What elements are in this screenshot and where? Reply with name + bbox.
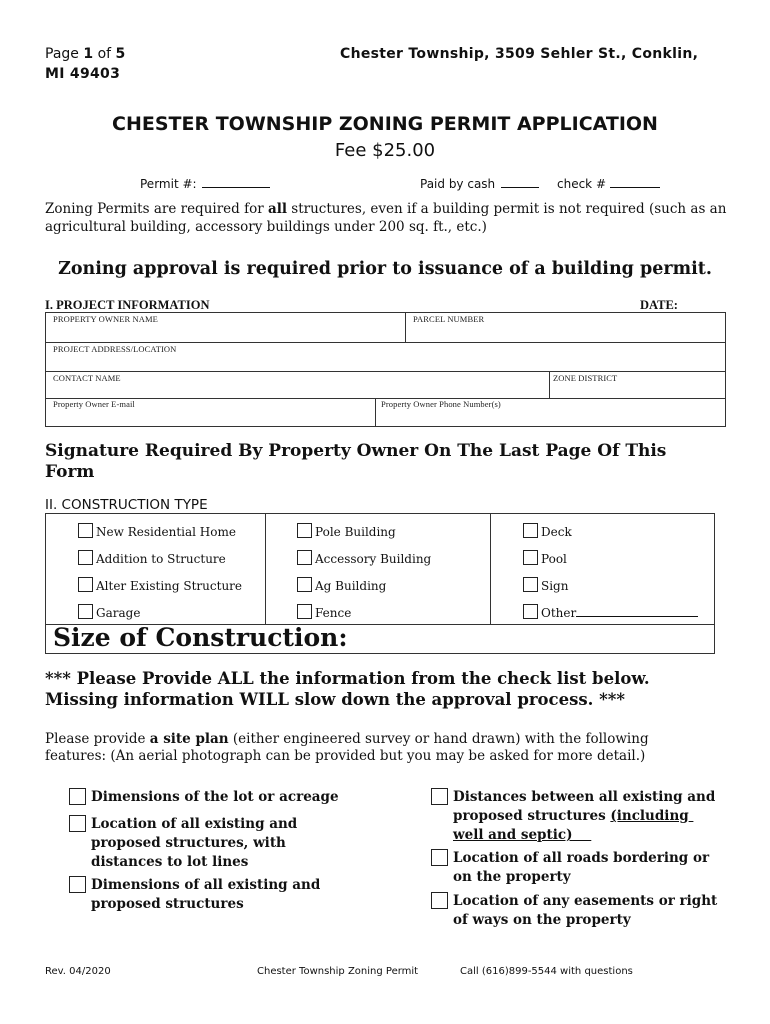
page-title: CHESTER TOWNSHIP ZONING PERMIT APPLICATION xyxy=(112,113,658,135)
sign-checkbox[interactable] xyxy=(523,577,538,592)
option-deck[interactable] xyxy=(523,523,572,539)
addition-to-structure-label: Addition to Structure xyxy=(96,552,226,566)
deck-label: Deck xyxy=(541,525,572,539)
option-garage[interactable] xyxy=(78,604,140,620)
intro-bold-word: all xyxy=(267,201,287,217)
structure-locations-checkbox[interactable] xyxy=(69,815,86,832)
parcel-number-field[interactable] xyxy=(406,313,725,342)
structure-dimensions-line1: Dimensions of all existing and xyxy=(91,877,321,893)
signature-notice xyxy=(45,441,666,483)
paid-cash-field xyxy=(420,175,539,191)
option-alter-existing-structure[interactable] xyxy=(78,577,242,593)
option-sign[interactable] xyxy=(523,577,568,593)
roads-bordering-line2: on the property xyxy=(453,869,571,885)
permit-number-field xyxy=(140,175,270,191)
alter-existing-structure-label: Alter Existing Structure xyxy=(96,579,243,593)
project-info-table xyxy=(45,312,726,427)
pool-label: Pool xyxy=(541,552,567,566)
lot-dimensions-checkbox[interactable] xyxy=(69,788,86,805)
construction-type-heading: II. CONSTRUCTION TYPE xyxy=(45,497,208,513)
accessory-building-label: Accessory Building xyxy=(315,552,432,566)
check-number-field xyxy=(557,175,660,191)
check-number-blank[interactable] xyxy=(610,175,660,188)
owner-phone-label: Property Owner Phone Number(s) xyxy=(381,399,501,409)
zone-district-label: ZONE DISTRICT xyxy=(553,373,618,383)
township-address-line1: Chester Township, 3509 Sehler St., Conklin, xyxy=(340,46,699,62)
permit-number-label: Permit #: xyxy=(140,177,197,191)
site-plan-text-2: (either engineered survey or hand drawn) with the following xyxy=(228,731,649,747)
zone-district-field[interactable] xyxy=(550,372,725,398)
garage-label: Garage xyxy=(96,606,141,620)
checklist-structure-dimensions[interactable] xyxy=(69,876,320,914)
site-plan-paragraph xyxy=(45,731,649,765)
owner-name-field[interactable] xyxy=(46,313,404,342)
other-label: Other xyxy=(541,606,577,620)
other-checkbox[interactable] xyxy=(523,604,538,619)
pool-checkbox[interactable] xyxy=(523,550,538,565)
option-ag-building[interactable] xyxy=(297,577,386,593)
construction-type-table xyxy=(45,513,715,654)
pole-building-label: Pole Building xyxy=(315,525,396,539)
checklist-notice-line1: *** Please Provide ALL the information from the check list below. xyxy=(45,669,650,688)
page-total: 5 xyxy=(115,46,126,62)
owner-email-field[interactable] xyxy=(46,399,374,426)
project-address-field[interactable] xyxy=(46,343,725,371)
paid-cash-blank[interactable] xyxy=(501,175,539,188)
roads-bordering-line1: Location of all roads bordering or xyxy=(453,850,710,866)
fence-label: Fence xyxy=(315,606,352,620)
checklist-distances-between[interactable] xyxy=(431,788,715,845)
site-plan-text-1: Please provide xyxy=(45,731,150,747)
option-addition-to-structure[interactable] xyxy=(78,550,226,566)
accessory-building-checkbox[interactable] xyxy=(297,550,312,565)
checklist-notice-line2: Missing information WILL slow down the approval process. *** xyxy=(45,690,626,709)
ag-building-label: Ag Building xyxy=(315,579,387,593)
distances-between-line2b: (including xyxy=(610,808,689,824)
pole-building-checkbox[interactable] xyxy=(297,523,312,538)
option-new-residential-home[interactable] xyxy=(78,523,236,539)
roads-bordering-checkbox[interactable] xyxy=(431,849,448,866)
ag-building-checkbox[interactable] xyxy=(297,577,312,592)
new-residential-home-label: New Residential Home xyxy=(96,525,236,539)
contact-name-label: CONTACT NAME xyxy=(53,373,121,383)
fence-checkbox[interactable] xyxy=(297,604,312,619)
structure-locations-line2: proposed structures, with xyxy=(91,835,286,851)
other-blank[interactable] xyxy=(576,605,698,617)
checklist-structure-locations[interactable] xyxy=(69,815,297,872)
intro-paragraph xyxy=(45,200,735,236)
paid-cash-label: Paid by cash xyxy=(420,177,496,191)
size-of-construction-label: Size of Construction: xyxy=(53,623,348,652)
checklist-lot-dimensions[interactable] xyxy=(69,788,339,807)
approval-notice: Zoning approval is required prior to issuance of a building permit. xyxy=(58,259,712,279)
page-word: Page xyxy=(45,46,79,62)
checklist-notice xyxy=(45,668,650,710)
distances-between-line3: well and septic) xyxy=(453,827,573,843)
owner-name-label: PROPERTY OWNER NAME xyxy=(53,314,158,324)
option-other[interactable] xyxy=(523,604,698,620)
permit-number-blank[interactable] xyxy=(202,175,270,188)
easements-line1: Location of any easements or right xyxy=(453,893,718,909)
option-fence[interactable] xyxy=(297,604,351,620)
project-info-heading: I. PROJECT INFORMATION xyxy=(45,298,210,312)
structure-dimensions-checkbox[interactable] xyxy=(69,876,86,893)
addition-to-structure-checkbox[interactable] xyxy=(78,550,93,565)
signature-notice-line2: Form xyxy=(45,462,95,482)
of-word: of xyxy=(97,46,112,62)
owner-email-label: Property Owner E-mail xyxy=(53,399,135,409)
date-label: DATE: xyxy=(640,298,678,312)
size-of-construction-field[interactable] xyxy=(46,625,714,653)
footer-revision: Rev. 04/2020 xyxy=(45,966,111,977)
sign-label: Sign xyxy=(541,579,569,593)
contact-name-field[interactable] xyxy=(46,372,548,398)
site-plan-text-3: features: (An aerial photograph can be provided but you may be asked for more detail.) xyxy=(45,748,646,764)
easements-checkbox[interactable] xyxy=(431,892,448,909)
checklist-easements[interactable] xyxy=(431,892,717,930)
new-residential-home-checkbox[interactable] xyxy=(78,523,93,538)
parcel-number-label: PARCEL NUMBER xyxy=(413,314,485,324)
page-indicator xyxy=(45,46,125,62)
option-accessory-building[interactable] xyxy=(297,550,431,566)
distances-between-line2a: proposed structures xyxy=(453,808,611,824)
structure-dimensions-line2: proposed structures xyxy=(91,896,244,912)
structure-locations-line1: Location of all existing and xyxy=(91,816,298,832)
option-pole-building[interactable] xyxy=(297,523,396,539)
intro-text-2: structures, even if a building permit is not required (such as an agricultural building, accessory buildings under 200 sq. ft., etc.) xyxy=(45,201,727,235)
deck-checkbox[interactable] xyxy=(523,523,538,538)
distances-between-checkbox[interactable] xyxy=(431,788,448,805)
easements-line2: of ways on the property xyxy=(453,912,631,928)
footer-phone: Call (616)899-5544 with questions xyxy=(460,966,633,977)
option-pool[interactable] xyxy=(523,550,567,566)
distances-between-line1: Distances between all existing and xyxy=(453,789,716,805)
alter-existing-structure-checkbox[interactable] xyxy=(78,577,93,592)
footer-form-name: Chester Township Zoning Permit xyxy=(257,966,419,977)
structure-locations-line3: distances to lot lines xyxy=(91,854,249,870)
intro-text-1: Zoning Permits are required for xyxy=(45,201,268,217)
page-number: 1 xyxy=(83,46,94,62)
check-number-label: check # xyxy=(557,177,607,191)
checklist-roads-bordering[interactable] xyxy=(431,849,709,887)
site-plan-bold: a site plan xyxy=(149,731,229,747)
signature-notice-line1: Signature Required By Property Owner On The Last Page Of This xyxy=(45,441,667,461)
township-address-line2: MI 49403 xyxy=(45,66,121,82)
fee-label: Fee $25.00 xyxy=(334,140,436,161)
owner-phone-field[interactable] xyxy=(376,399,725,426)
project-address-label: PROJECT ADDRESS/LOCATION xyxy=(53,344,177,354)
lot-dimensions-label: Dimensions of the lot or acreage xyxy=(91,789,339,805)
garage-checkbox[interactable] xyxy=(78,604,93,619)
